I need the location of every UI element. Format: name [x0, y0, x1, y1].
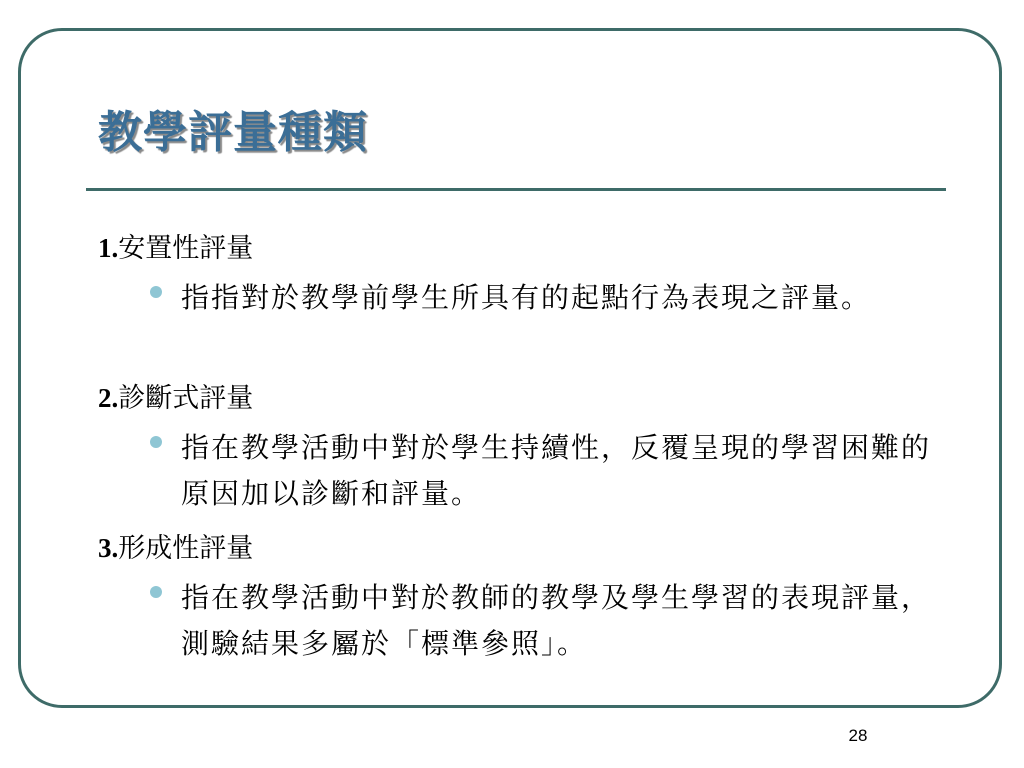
slide-title: 教學評量種類	[98, 107, 368, 158]
bullet-icon	[150, 436, 162, 448]
item-heading-1	[98, 226, 253, 265]
item-bullet-3: 指在教學活動中對於教師的教學及學生學習的表現評量，測驗結果多屬於「標準參照」。	[181, 581, 932, 660]
item-heading-text: 診斷式評量	[118, 383, 254, 414]
item-heading-text: 形成性評量	[118, 533, 254, 564]
item-number: 3.	[98, 533, 119, 563]
item-number: 2.	[98, 383, 119, 413]
bullet-icon	[150, 586, 162, 598]
item-heading-3	[98, 526, 253, 565]
item-heading-text: 安置性評量	[118, 233, 254, 264]
page-number: 28	[848, 726, 868, 745]
bullet-icon	[150, 286, 162, 298]
item-heading-2	[98, 376, 253, 415]
title-divider	[86, 188, 946, 191]
item-bullet-1: 指指對於教學前學生所具有的起點行為表現之評量。	[181, 281, 872, 314]
item-bullet-2: 指在教學活動中對於學生持續性，反覆呈現的學習困難的原因加以診斷和評量。	[181, 431, 932, 510]
item-number: 1.	[98, 233, 119, 263]
